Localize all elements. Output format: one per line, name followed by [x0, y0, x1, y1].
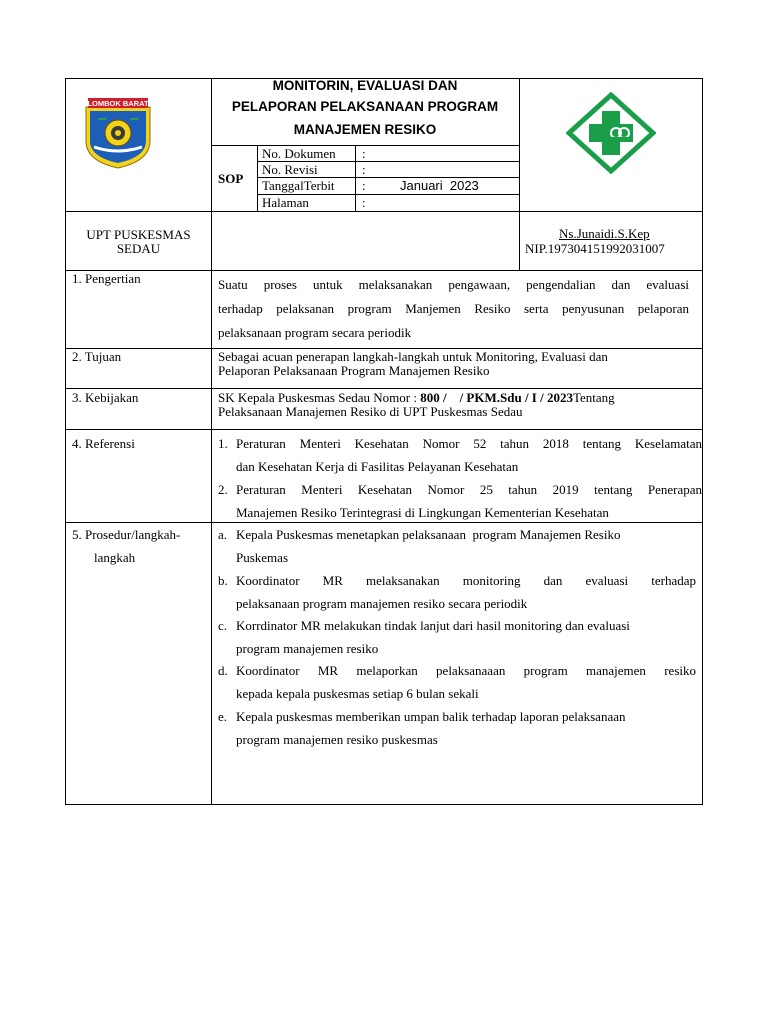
sop-title-line-1: MONITORIN, EVALUASI DAN [272, 78, 458, 93]
prosedur-item-c-line-1: Korrdinator MR melakukan tindak lanjut dari hasil monitoring dan evaluasi [236, 618, 630, 633]
unit-name-line-1: UPT PUSKESMAS [86, 227, 191, 242]
signer-name: Ns.Junaidi.S.Kep [559, 226, 650, 241]
pengertian-line-1: Suatu proses untuk melaksanakan pengawaan, pengendalian dan evaluasi [218, 277, 689, 292]
pengertian-line-3: pelaksanaan program secara periodik [218, 325, 412, 340]
kebijakan-sk-number: 800 / / PKM.Sdu / I / 2023 [420, 390, 573, 405]
unit-name-line-2: SEDAU [116, 241, 161, 256]
kebijakan-suffix: Tentang [572, 390, 615, 405]
referensi-item-2-line-2: Manajemen Resiko Terintegrasi di Lingkungan Kementerian Kesehatan [236, 505, 609, 520]
referensi-item-2-line-1: Peraturan Menteri Kesehatan Nomor 25 tahun 2019 tentang Penerapan [236, 482, 702, 497]
referensi-item-1-line-2: dan Kesehatan Kerja di Fasilitas Pelayanan Kesehatan [236, 459, 519, 474]
kebijakan-prefix: SK Kepala Puskesmas Sedau Nomor : [218, 390, 421, 405]
doc-field-sep-tanggal: : [362, 178, 366, 193]
prosedur-item-e-line-1: Kepala puskesmas memberikan umpan balik terhadap laporan pelaksanaan [236, 709, 626, 724]
section-label-kebijakan: 3. Kebijakan [72, 390, 139, 405]
referensi-item-number: 2. [218, 482, 228, 497]
section-label-referensi: 4. Referensi [72, 436, 135, 451]
prosedur-item-e-line-2: program manajemen resiko puskesmas [236, 732, 438, 747]
prosedur-item-b-line-2: pelaksanaan program manajemen resiko secara periodik [236, 596, 528, 611]
prosedur-item-d-line-1: Koordinator MR melaporkan pelaksanaaan program manajemen resiko [236, 663, 696, 678]
referensi-item-1-line-1: Peraturan Menteri Kesehatan Nomor 52 tahun 2018 tentang Keselamatan [236, 436, 702, 451]
doc-field-label-nomor: No. Dokumen [262, 146, 336, 161]
sop-title-line-2: PELAPORAN PELAKSANAAN PROGRAM [231, 99, 499, 114]
prosedur-item-letter: c. [218, 618, 228, 633]
section-label-prosedur: 5. Prosedur/langkah- [72, 527, 181, 542]
prosedur-item-letter: e. [218, 709, 228, 724]
doc-field-label-revisi: No. Revisi [262, 162, 318, 177]
prosedur-item-letter: b. [218, 573, 228, 588]
tujuan-line-2: Pelaporan Pelaksanaan Program Manajemen Resiko [218, 363, 490, 378]
prosedur-item-c-line-2: program manajemen resiko [236, 641, 379, 656]
doc-field-sep-revisi: : [362, 162, 366, 177]
doc-field-label-halaman: Halaman [262, 195, 309, 210]
prosedur-item-a-line-1: Kepala Puskesmas menetapkan pelaksanaan program Manajemen Resiko [236, 527, 621, 542]
sop-title-line-3: MANAJEMEN RESIKO [293, 122, 437, 137]
prosedur-item-b-line-1: Koordinator MR melaksanakan monitoring dan evaluasi terhadap [236, 573, 696, 588]
kebijakan-line-2: Pelaksanaan Manajemen Resiko di UPT Puskesmas Sedau [218, 404, 523, 419]
doc-field-sep-halaman: : [362, 195, 366, 210]
lombok-barat-logo [84, 97, 152, 169]
referensi-item-number: 1. [218, 436, 228, 451]
puskesmas-logo [566, 92, 656, 174]
doc-field-label-tanggal: TanggalTerbit [262, 178, 335, 193]
section-label-tujuan: 2. Tujuan [72, 349, 122, 364]
signer-nip: NIP.197304151992031007 [525, 241, 665, 256]
pengertian-line-2: terhadap pelaksanan program Manjemen Resiko serta penyusunan pelaporan [218, 301, 689, 316]
sop-label: SOP [218, 171, 244, 186]
svg-text:LOMBOK BARAT: LOMBOK BARAT [87, 99, 149, 108]
prosedur-item-letter: d. [218, 663, 228, 678]
tujuan-line-1: Sebagai acuan penerapan langkah-langkah untuk Monitoring, Evaluasi dan [218, 349, 608, 364]
doc-field-value-tanggal: Januari 2023 [400, 178, 479, 193]
section-label-prosedur-cont: langkah [94, 550, 136, 565]
doc-field-sep-nomor: : [362, 146, 366, 161]
prosedur-item-d-line-2: kepada kepala puskesmas setiap 6 bulan sekali [236, 686, 479, 701]
section-label-pengertian: 1. Pengertian [72, 271, 141, 286]
prosedur-item-a-line-2: Puskemas [236, 550, 288, 565]
prosedur-item-letter: a. [218, 527, 228, 542]
